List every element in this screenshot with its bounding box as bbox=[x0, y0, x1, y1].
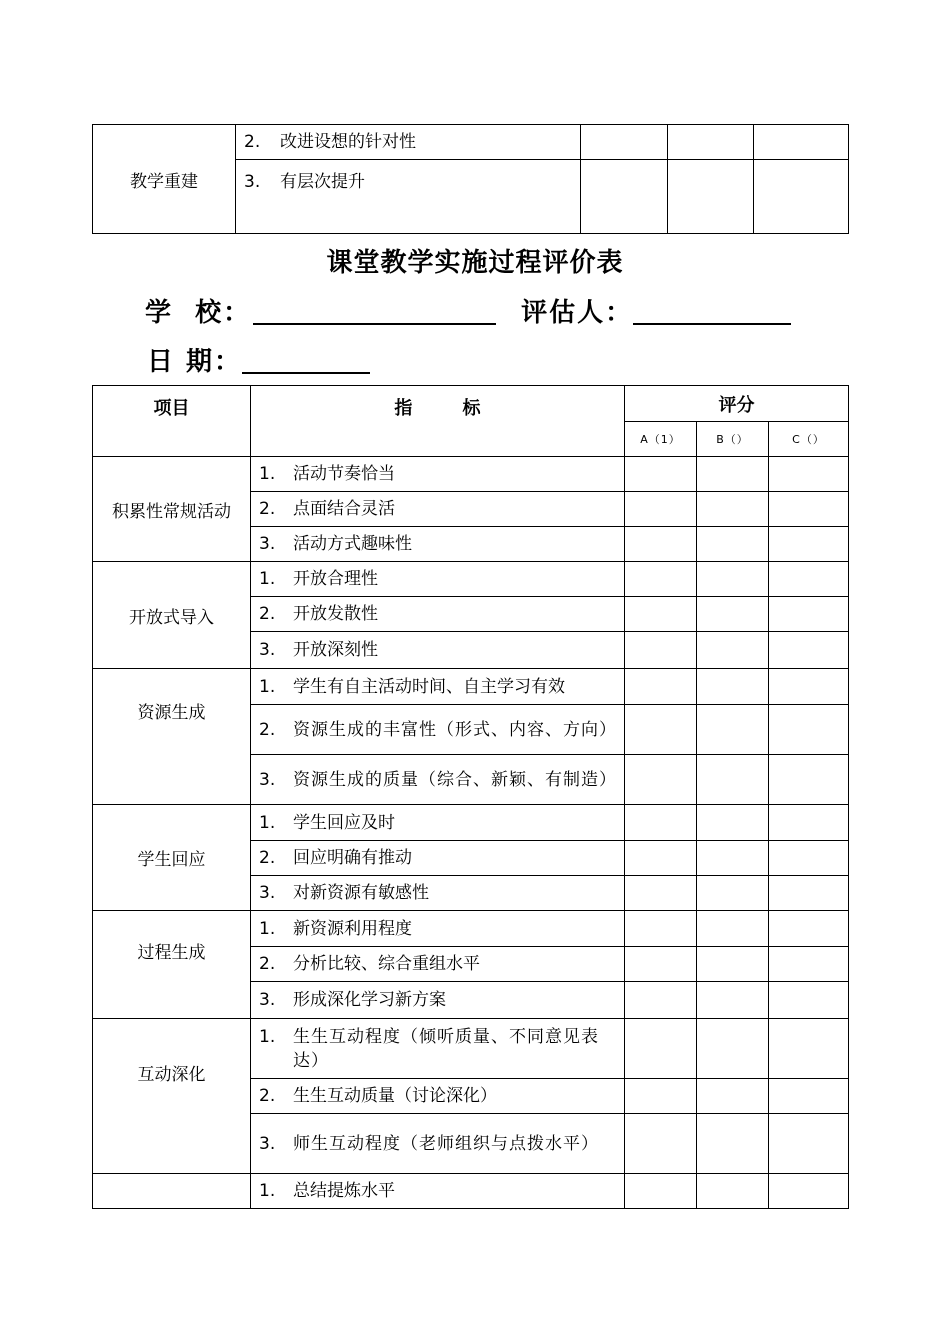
item-text: 点面结合灵活 bbox=[293, 499, 395, 519]
item-number: 2. bbox=[259, 848, 276, 868]
indicator-cell bbox=[251, 876, 625, 911]
score-cell[interactable] bbox=[625, 562, 697, 597]
score-cell[interactable] bbox=[769, 841, 849, 876]
indicator-cell bbox=[251, 911, 625, 947]
score-cell[interactable] bbox=[697, 911, 769, 947]
score-cell[interactable] bbox=[581, 125, 668, 160]
score-cell[interactable] bbox=[697, 755, 769, 805]
school-assessor-line bbox=[145, 292, 791, 329]
item-number: 2. bbox=[259, 719, 276, 740]
item-text: 学生有自主活动时间、自主学习有效 bbox=[293, 676, 565, 697]
category-cell bbox=[93, 1019, 251, 1174]
indicator-cell bbox=[251, 562, 625, 597]
item-text: 改进设想的针对性 bbox=[280, 132, 416, 152]
item-text: 开放合理性 bbox=[293, 569, 378, 589]
score-cell[interactable] bbox=[769, 597, 849, 632]
category-label: 学生回应 bbox=[137, 850, 206, 870]
score-cell[interactable] bbox=[697, 705, 769, 755]
score-cell[interactable] bbox=[625, 1079, 697, 1114]
category-cell bbox=[93, 911, 251, 1019]
indicator-cell bbox=[251, 1079, 625, 1114]
evaluation-table bbox=[92, 385, 849, 1209]
item-number: 3. bbox=[259, 990, 276, 1010]
score-cell[interactable] bbox=[625, 632, 697, 669]
score-cell[interactable] bbox=[697, 492, 769, 527]
score-cell[interactable] bbox=[697, 597, 769, 632]
score-cell[interactable] bbox=[754, 125, 849, 160]
item-number: 3. bbox=[259, 640, 276, 660]
score-cell[interactable] bbox=[769, 1174, 849, 1209]
item-text: 生生互动程度（倾听质量、不同意见表达） bbox=[293, 1026, 599, 1071]
date-label: 日 期： bbox=[147, 347, 243, 377]
indicator-cell bbox=[251, 597, 625, 632]
item-number: 1. bbox=[259, 918, 276, 939]
item-text: 师生互动程度（老师组织与点拨水平） bbox=[293, 1133, 599, 1154]
header-project bbox=[93, 386, 251, 457]
score-cell[interactable] bbox=[769, 805, 849, 841]
score-cell[interactable] bbox=[697, 1114, 769, 1174]
item-number: 3. bbox=[244, 172, 261, 192]
category-label: 过程生成 bbox=[137, 943, 206, 963]
grade-c-header: C（） bbox=[769, 422, 849, 457]
indicator-cell bbox=[251, 669, 625, 705]
score-cell[interactable] bbox=[697, 947, 769, 982]
score-cell[interactable] bbox=[697, 527, 769, 562]
item-number: 3. bbox=[259, 769, 276, 790]
score-cell[interactable] bbox=[625, 669, 697, 705]
category-cell bbox=[93, 805, 251, 911]
score-cell[interactable] bbox=[581, 160, 668, 234]
item-text: 有层次提升 bbox=[280, 172, 365, 192]
score-cell[interactable] bbox=[697, 805, 769, 841]
item-text: 活动方式趣味性 bbox=[293, 534, 412, 554]
item-text: 对新资源有敏感性 bbox=[293, 883, 429, 903]
item-number: 2. bbox=[259, 604, 276, 624]
score-cell[interactable] bbox=[625, 982, 697, 1019]
item-number: 2. bbox=[259, 954, 276, 974]
score-cell[interactable] bbox=[625, 1019, 697, 1079]
score-cell[interactable] bbox=[625, 527, 697, 562]
category-cell bbox=[93, 125, 236, 234]
score-cell[interactable] bbox=[769, 947, 849, 982]
indicator-cell bbox=[251, 1114, 625, 1174]
score-cell[interactable] bbox=[769, 492, 849, 527]
score-cell[interactable] bbox=[769, 1019, 849, 1079]
category-label: 教学重建 bbox=[130, 171, 198, 192]
score-cell[interactable] bbox=[769, 705, 849, 755]
indicator-cell bbox=[251, 632, 625, 669]
item-text: 学生回应及时 bbox=[293, 812, 395, 833]
item-number: 3. bbox=[259, 534, 276, 554]
indicator-cell bbox=[251, 1019, 625, 1079]
grade-b-header: B（） bbox=[697, 422, 769, 457]
score-cell[interactable] bbox=[625, 705, 697, 755]
item-text: 回应明确有推动 bbox=[293, 848, 412, 868]
item-number: 1. bbox=[259, 569, 276, 589]
header-indicator-label: 指 标 bbox=[394, 398, 481, 419]
score-cell[interactable] bbox=[668, 125, 754, 160]
indicator-cell bbox=[251, 1174, 625, 1209]
continuation-table bbox=[92, 124, 849, 234]
header-score bbox=[625, 386, 849, 422]
score-cell[interactable] bbox=[697, 1174, 769, 1209]
score-cell[interactable] bbox=[769, 982, 849, 1019]
header-project-label: 项目 bbox=[153, 398, 190, 419]
score-cell[interactable] bbox=[625, 805, 697, 841]
score-cell[interactable] bbox=[625, 755, 697, 805]
item-number: 1. bbox=[259, 1026, 276, 1047]
category-label: 开放式导入 bbox=[129, 607, 214, 628]
item-text: 生生互动质量（讨论深化） bbox=[293, 1086, 497, 1106]
assessor-input[interactable] bbox=[633, 295, 791, 325]
score-cell[interactable] bbox=[697, 982, 769, 1019]
indicator-cell bbox=[251, 755, 625, 805]
score-cell[interactable] bbox=[668, 160, 754, 234]
item-number: 2. bbox=[244, 132, 261, 152]
item-text: 新资源利用程度 bbox=[293, 918, 412, 939]
category-cell bbox=[93, 562, 251, 669]
item-number: 3. bbox=[259, 1133, 276, 1154]
indicator-cell bbox=[236, 125, 581, 160]
score-cell[interactable] bbox=[769, 876, 849, 911]
score-cell[interactable] bbox=[697, 841, 769, 876]
header-indicator bbox=[251, 386, 625, 457]
indicator-cell bbox=[251, 841, 625, 876]
category-label: 积累性常规活动 bbox=[112, 501, 231, 522]
score-cell[interactable] bbox=[625, 947, 697, 982]
score-cell[interactable] bbox=[697, 1019, 769, 1079]
grade-a-header: A（1） bbox=[625, 422, 697, 457]
category-label: 互动深化 bbox=[137, 1065, 206, 1085]
score-cell[interactable] bbox=[697, 1079, 769, 1114]
item-number: 1. bbox=[259, 812, 276, 833]
item-text: 活动节奏恰当 bbox=[293, 464, 395, 484]
indicator-cell bbox=[251, 705, 625, 755]
score-cell[interactable] bbox=[625, 1174, 697, 1209]
score-cell[interactable] bbox=[769, 755, 849, 805]
category-cell bbox=[93, 1174, 251, 1209]
score-cell[interactable] bbox=[625, 457, 697, 492]
date-line bbox=[147, 341, 370, 378]
category-cell bbox=[93, 669, 251, 805]
assessor-label: 评估人： bbox=[521, 298, 634, 328]
score-cell[interactable] bbox=[754, 160, 849, 234]
score-cell[interactable] bbox=[769, 527, 849, 562]
item-text: 分析比较、综合重组水平 bbox=[293, 954, 480, 974]
item-text: 开放发散性 bbox=[293, 604, 378, 624]
score-cell[interactable] bbox=[625, 597, 697, 632]
page-title: 课堂教学实施过程评价表 bbox=[326, 248, 624, 278]
indicator-cell bbox=[251, 947, 625, 982]
item-number: 1. bbox=[259, 676, 276, 697]
score-cell[interactable] bbox=[697, 562, 769, 597]
item-number: 2. bbox=[259, 499, 276, 519]
score-cell[interactable] bbox=[697, 457, 769, 492]
school-input[interactable] bbox=[253, 295, 496, 325]
score-cell[interactable] bbox=[625, 1114, 697, 1174]
score-cell[interactable] bbox=[697, 632, 769, 669]
score-cell[interactable] bbox=[697, 876, 769, 911]
score-cell[interactable] bbox=[769, 632, 849, 669]
indicator-cell bbox=[251, 527, 625, 562]
score-cell[interactable] bbox=[769, 1079, 849, 1114]
item-number: 1. bbox=[259, 464, 276, 484]
item-text: 总结提炼水平 bbox=[293, 1181, 395, 1201]
item-text: 形成深化学习新方案 bbox=[293, 990, 446, 1010]
indicator-cell bbox=[251, 492, 625, 527]
score-cell[interactable] bbox=[625, 911, 697, 947]
score-cell[interactable] bbox=[625, 841, 697, 876]
indicator-cell bbox=[251, 982, 625, 1019]
indicator-cell bbox=[236, 160, 581, 234]
score-cell[interactable] bbox=[769, 457, 849, 492]
indicator-cell bbox=[251, 457, 625, 492]
item-text: 资源生成的丰富性（形式、内容、方向） bbox=[293, 719, 617, 740]
score-cell[interactable] bbox=[625, 876, 697, 911]
indicator-cell bbox=[251, 805, 625, 841]
item-number: 3. bbox=[259, 883, 276, 903]
date-input[interactable] bbox=[242, 344, 370, 374]
score-cell[interactable] bbox=[769, 669, 849, 705]
item-text: 开放深刻性 bbox=[293, 640, 378, 660]
score-cell[interactable] bbox=[697, 669, 769, 705]
score-cell[interactable] bbox=[769, 1114, 849, 1174]
item-number: 1. bbox=[259, 1181, 276, 1201]
header-score-label: 评分 bbox=[718, 394, 755, 416]
score-cell[interactable] bbox=[769, 562, 849, 597]
score-cell[interactable] bbox=[625, 492, 697, 527]
score-cell[interactable] bbox=[769, 911, 849, 947]
item-number: 2. bbox=[259, 1086, 276, 1106]
category-cell bbox=[93, 457, 251, 562]
item-text: 资源生成的质量（综合、新颖、有制造） bbox=[293, 769, 617, 790]
category-label: 资源生成 bbox=[137, 703, 206, 723]
school-label: 学 校： bbox=[145, 298, 252, 328]
